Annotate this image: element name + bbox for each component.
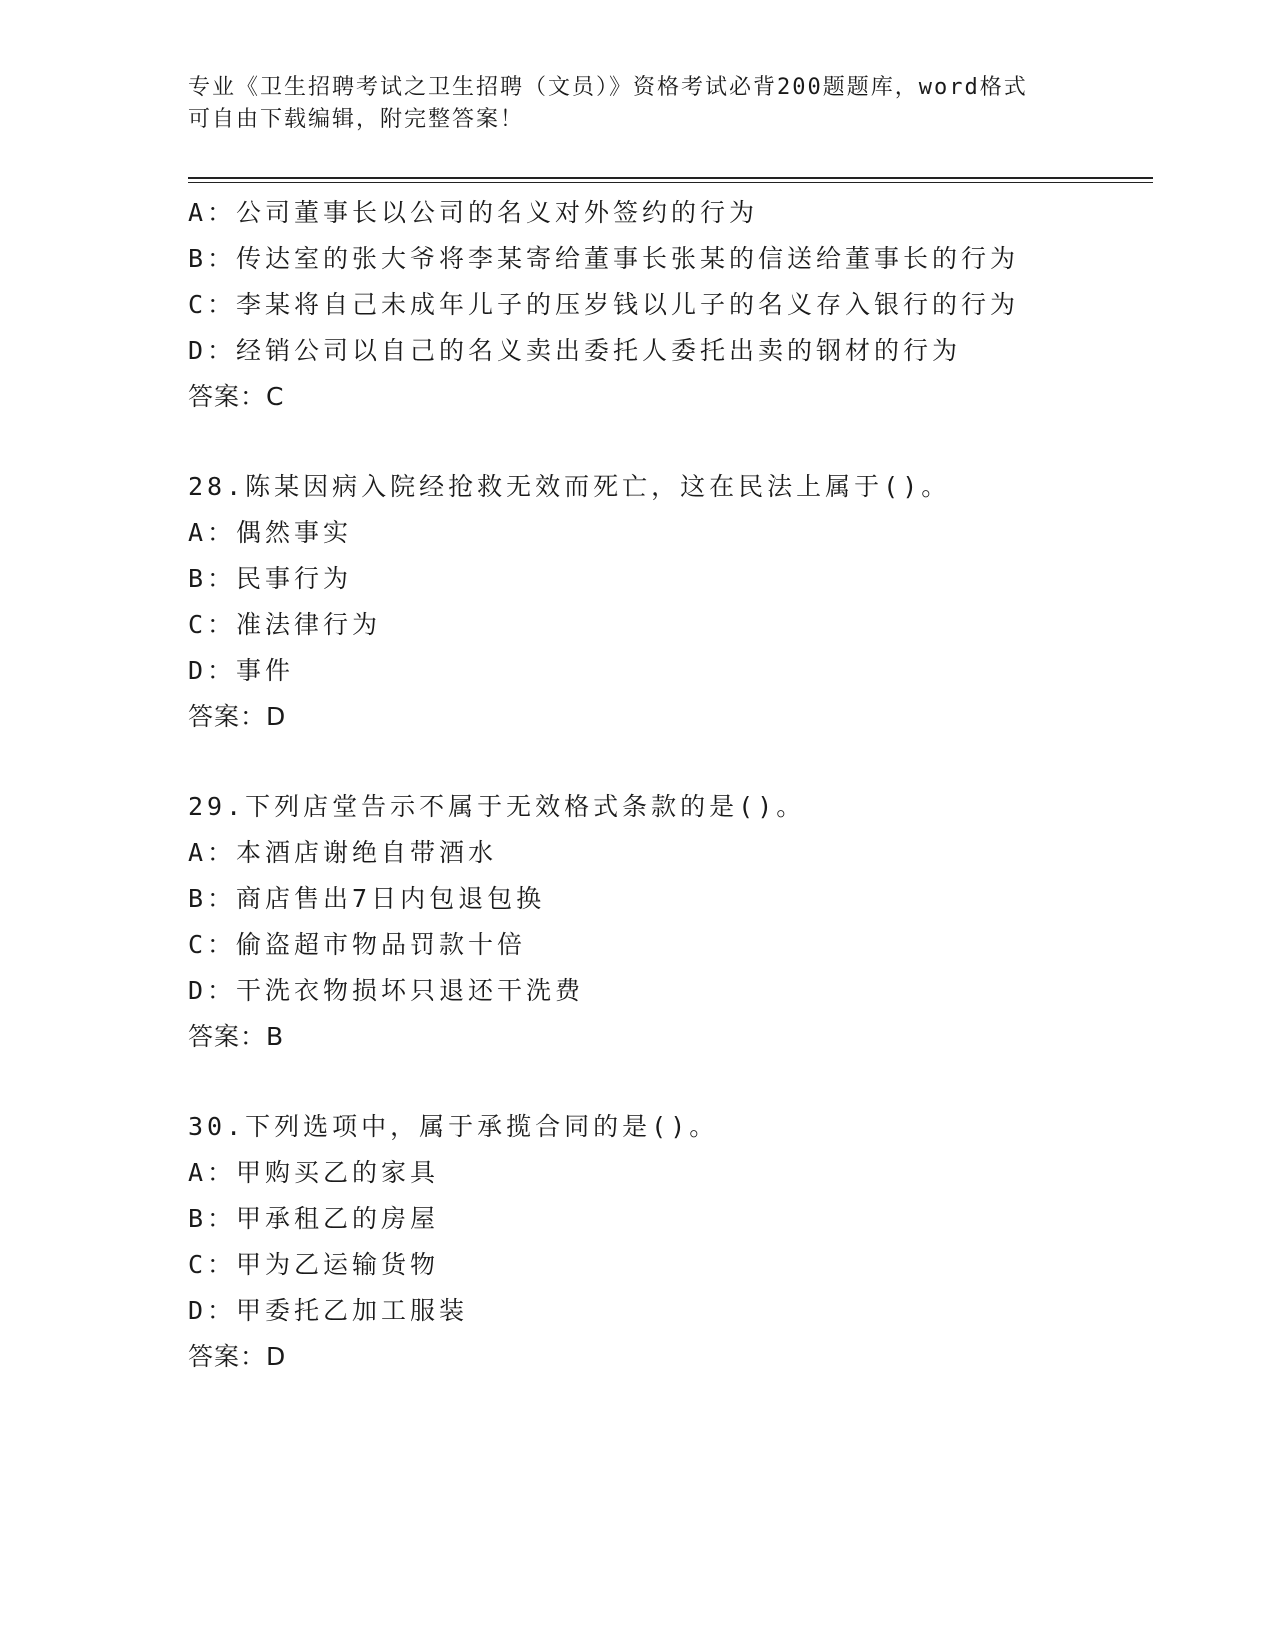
answer-line: 答案：D	[188, 702, 287, 731]
document-header	[188, 72, 1088, 136]
option-c: C：准法律行为	[188, 610, 382, 639]
option-d: D：甲委托乙加工服装	[188, 1296, 469, 1325]
option-a: A：偶然事实	[188, 518, 353, 547]
option-b: B：民事行为	[188, 564, 353, 593]
question-spacer	[188, 740, 1148, 784]
option-a: A：甲购买乙的家具	[188, 1158, 440, 1187]
option-a: A：公司董事长以公司的名义对外签约的行为	[188, 198, 759, 227]
option-b: B：甲承租乙的房屋	[188, 1204, 440, 1233]
question-spacer	[188, 420, 1148, 464]
option-d: D：经销公司以自己的名义卖出委托人委托出卖的钢材的行为	[188, 336, 962, 365]
question-30-block	[188, 1104, 1148, 1380]
header-divider	[188, 177, 1153, 183]
question-stem: 28.陈某因病入院经抢救无效而死亡，这在民法上属于()。	[188, 472, 951, 501]
option-c: C：李某将自己未成年儿子的压岁钱以儿子的名义存入银行的行为	[188, 290, 1020, 319]
option-c: C：甲为乙运输货物	[188, 1250, 440, 1279]
header-title-line-2: 可自由下载编辑，附完整答案！	[188, 107, 525, 132]
option-d: D：事件	[188, 656, 295, 685]
question-spacer	[188, 1060, 1148, 1104]
option-c: C：偷盗超市物品罚款十倍	[188, 930, 527, 959]
option-b: B：传达室的张大爷将李某寄给董事长张某的信送给董事长的行为	[188, 244, 1020, 273]
answer-line: 答案：D	[188, 1342, 287, 1371]
question-27-block	[188, 190, 1148, 420]
header-title-line-1: 专业《卫生招聘考试之卫生招聘（文员）》资格考试必背200题题库，word格式	[188, 75, 1028, 100]
question-28-block	[188, 464, 1148, 740]
question-29-block	[188, 784, 1148, 1060]
option-a: A：本酒店谢绝自带酒水	[188, 838, 498, 867]
answer-line: 答案：B	[188, 1022, 285, 1051]
option-b: B：商店售出7日内包退包换	[188, 884, 546, 913]
question-stem: 29.下列店堂告示不属于无效格式条款的是()。	[188, 792, 806, 821]
question-stem: 30.下列选项中，属于承揽合同的是()。	[188, 1112, 719, 1141]
answer-line: 答案：C	[188, 382, 285, 411]
question-list	[188, 190, 1148, 1380]
option-d: D：干洗衣物损坏只退还干洗费	[188, 976, 585, 1005]
